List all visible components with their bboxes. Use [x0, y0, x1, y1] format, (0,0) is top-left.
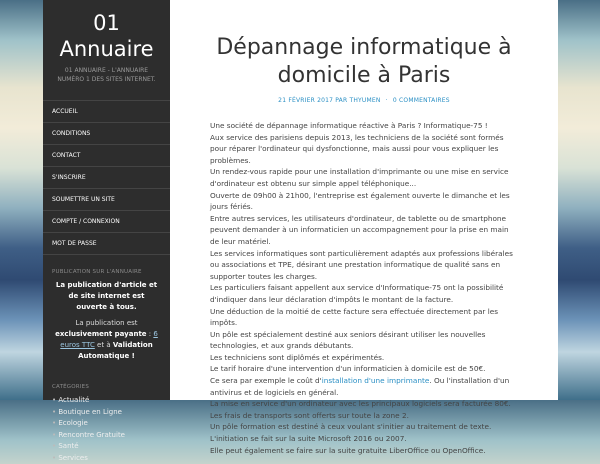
post-paragraph: Ce sera par exemple le coût d'installation d'une imprimante. Ou l'installation d'un antivirus et de logiciels en général.	[210, 375, 518, 398]
post-body	[210, 120, 518, 456]
menu-item-accueil[interactable]: ACCUEIL	[43, 101, 170, 123]
main-menu	[43, 100, 170, 255]
post-date[interactable]: 21 FÉVRIER 2017	[278, 97, 333, 104]
meta-separator: ·	[383, 97, 391, 104]
post-paragraph: Aux service des parisiens depuis 2013, les techniciens de la société sont formés pour réparer l'ordinateur qui dysfonctionne, mais aussi pour vous expliquer les problèmes.	[210, 132, 518, 167]
widget-categories-title: CATÉGORIES	[52, 384, 161, 390]
widget-publication-title: PUBLICATION SUR L'ANNUAIRE	[52, 269, 161, 275]
category-item[interactable]: • Actualité	[52, 395, 161, 407]
site-title-line1[interactable]: 01	[43, 10, 170, 36]
post-paragraph: Les services informatiques sont particulièrement adaptés aux professions libérales ou associations et TPE, désirant une prestation informatique de qualité sans en supporter toutes les charges.	[210, 248, 518, 283]
category-item[interactable]: • Ecologie	[52, 418, 161, 430]
post-paragraph: Entre autres services, les utilisateurs d'ordinateur, de tablette ou de smartphone peuvent demander à un informaticien un accompagnement pour la prise en main de leur matériel.	[210, 213, 518, 248]
post-paragraph: Ouverte de 09h00 à 21h00, l'entreprise est également ouverte le dimanche et les jours fériés.	[210, 190, 518, 213]
post-paragraph: Une société de dépannage informatique réactive à Paris ? Informatique-75 !	[210, 120, 518, 132]
post-paragraph: Le tarif horaire d'une intervention d'un informaticien à domicile est de 50€.	[210, 363, 518, 375]
post-paragraph: Les frais de transports sont offerts sur toute la zone 2.	[210, 410, 518, 422]
post-paragraph: Un pôle est spécialement destiné aux seniors désirant utiliser les nouvelles technologies, et aux grands débutants.	[210, 329, 518, 352]
post-paragraph: Une déduction de la moitié de cette facture sera effectuée directement par les impôts.	[210, 306, 518, 329]
category-item[interactable]: • Boutique en Ligne	[52, 407, 161, 419]
price-link[interactable]: 6 euros TTC	[60, 330, 158, 349]
menu-item-conditions[interactable]: CONDITIONS	[43, 123, 170, 145]
category-item[interactable]: • Santé	[52, 441, 161, 453]
category-list	[52, 395, 161, 464]
menu-item-mot-de-passe[interactable]: MOT DE PASSE	[43, 233, 170, 255]
widget-publication-text2: La publication est exclusivement payante : 6 euros TTC et à Validation Automatique !	[52, 318, 161, 362]
category-item[interactable]: • Rencontre Gratuite	[52, 430, 161, 442]
sidebar	[43, 0, 170, 400]
post-paragraph: Un rendez-vous rapide pour une installation d'imprimante ou une mise en service d'ordinateur est obtenu sur simple appel téléphonique...	[210, 166, 518, 189]
widget-publication	[43, 269, 170, 362]
printer-install-link[interactable]: installation d'une imprimante	[322, 376, 430, 385]
menu-item-soumettre[interactable]: SOUMETTRE UN SITE	[43, 189, 170, 211]
menu-item-compte[interactable]: COMPTE / CONNEXION	[43, 211, 170, 233]
post-paragraph: Un pôle formation est destiné à ceux voulant s'initier au traitement de texte. L'initiation se fait sur la suite Microsoft 2016 ou 2007.	[210, 421, 518, 444]
category-item[interactable]: • Services	[52, 453, 161, 464]
site-title[interactable]	[43, 0, 170, 62]
post-title[interactable]: Dépannage informatique à domicile à Paris	[190, 34, 538, 90]
widget-publication-text1: La publication d'article et de site internet est ouverte à tous.	[52, 280, 161, 313]
site-title-line2[interactable]: Annuaire	[43, 36, 170, 62]
post-meta	[170, 97, 558, 104]
menu-item-inscrire[interactable]: S'INSCRIRE	[43, 167, 170, 189]
widget-categories	[43, 384, 170, 464]
site-tagline: 01 ANNUAIRE - L'ANNUAIRE NUMÉRO 1 DES SITES INTERNET.	[43, 62, 170, 84]
post-comments-link[interactable]: 0 COMMENTAIRES	[393, 97, 450, 104]
post-paragraph: Les techniciens sont diplômés et expérimentés.	[210, 352, 518, 364]
menu-item-contact[interactable]: CONTACT	[43, 145, 170, 167]
main-content	[170, 0, 558, 400]
post-author[interactable]: PAR THYUMEN	[335, 97, 380, 104]
post-paragraph: La mise en service d'un ordinateur avec les principaux logiciels sera facturée 80€.	[210, 398, 518, 410]
post-paragraph: Elle peut également se faire sur la suite gratuite LiberOffice ou OpenOffice.	[210, 445, 518, 457]
post-paragraph: Les particuliers faisant appellent aux service d'Informatique-75 ont la possibilité d'indiquer dans leur déclaration d'impôts le montant de la facture.	[210, 282, 518, 305]
